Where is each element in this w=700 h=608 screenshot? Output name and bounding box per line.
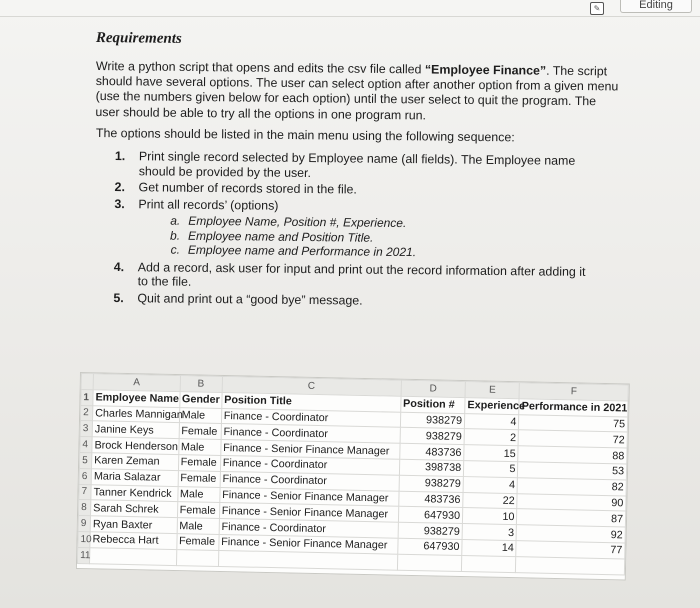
option-text: Add a record, ask user for input and print out the record information after adding it to the file. [137,259,586,289]
intro-filename: “Employee Finance” [424,62,547,78]
option-text: Quit and print out a “good bye” message. [137,290,363,308]
header-cell: Performance in 2021 [519,399,628,417]
header-cell: Position Title [222,392,401,412]
intro-text-before: Write a python script that opens and edits the csv file called [95,59,425,77]
sub-option-text: Employee name and Position Title. [188,228,374,245]
cell-employee-name: Sarah Schrek [91,500,178,518]
cell-position-title: Finance - Coordinator [220,455,399,475]
cell-employee-name: Charles Mannigan [93,405,180,423]
cell-employee-name: Ryan Baxter [90,516,177,534]
employee-table [77,373,629,575]
cell-position-number: 398738 [399,459,464,476]
option-number: 1. [114,149,126,164]
cell-gender: Male [177,486,220,503]
empty-cell [461,555,516,572]
intro-paragraph [95,59,624,125]
empty-cell [176,549,219,566]
cell-employee-name: Brock Henderson [92,437,179,455]
row-number: 6 [79,468,91,484]
option-number: 3. [114,196,125,211]
empty-cell [516,556,625,574]
corner-cell [81,374,93,390]
cell-position-title: Finance - Senior Finance Manager [219,503,398,523]
option-number: 4. [113,259,125,274]
cell-gender: Female [178,470,221,487]
cell-experience: 14 [462,540,517,557]
cell-position-number: 483736 [398,491,463,508]
cell-gender: Female [176,534,219,551]
header-cell: Employee Name [93,390,180,408]
option-number: 5. [113,290,124,305]
cell-position-title: Finance - Coordinator [221,424,400,444]
header-cell: Gender [179,391,222,408]
cell-performance: 77 [516,541,625,559]
cell-experience: 4 [463,476,518,493]
cell-employee-name: Maria Salazar [91,469,178,487]
cell-position-number: 483736 [399,443,464,460]
option-text: Get number of records stored in the file. [138,180,357,197]
sub-option-letter: a. [170,213,181,228]
pin-icon[interactable]: ✎ [590,2,604,15]
cell-position-number: 938279 [398,522,463,539]
cell-experience: 4 [464,413,519,430]
row-number: 7 [79,484,91,500]
row-number: 10 [78,531,90,547]
sub-option-text: Employee name and Performance in 2021. [187,242,417,260]
option-number: 2. [114,180,126,195]
cell-position-title: Finance - Senior Finance Manager [220,487,399,507]
intro-text-after: . The script should have several options. The user can select option after another option from a given menu (use the numbers given below for each option) until the user select to quit the program. The user should be able to try all the options in one program run. [95,63,619,123]
column-header: B [180,376,223,393]
cell-employee-name: Karen Zeman [92,453,179,471]
cell-employee-name: Janine Keys [92,421,179,439]
cell-performance: 92 [516,525,625,543]
column-header: F [519,383,628,401]
spreadsheet-screenshot [76,372,630,580]
list-item [113,291,626,311]
cell-performance: 53 [518,462,627,480]
cell-position-number: 938279 [399,475,464,492]
cell-performance: 90 [517,493,626,511]
cell-performance: 87 [517,509,626,527]
cell-gender: Female [177,502,220,519]
row-number: 3 [80,421,92,437]
cell-gender: Female [178,455,221,472]
editing-mode-badge[interactable]: Editing [620,0,692,13]
row-number: 1 [81,389,93,405]
top-toolbar [0,0,700,17]
cell-position-number: 647930 [397,538,462,555]
options-intro: The options should be listed in the main menu using the following sequence: [95,125,515,145]
column-header: A [93,374,180,392]
option-text: Print all records’ (options) [138,196,279,213]
cell-experience: 5 [463,461,518,478]
cell-gender: Male [179,407,222,424]
row-number: 11 [77,547,89,563]
cell-experience: 2 [464,429,519,446]
cell-experience: 3 [462,524,517,541]
row-number: 8 [78,500,90,516]
row-number: 5 [79,452,91,468]
cell-gender: Male [177,518,220,535]
cell-position-number: 647930 [398,507,463,524]
row-number: 4 [80,437,92,453]
cell-position-number: 938279 [400,428,465,445]
cell-position-title: Finance - Coordinator [221,408,400,428]
list-item [114,260,627,294]
sub-option-letter: c. [170,242,181,257]
cell-experience: 15 [464,445,519,462]
cell-gender: Male [178,439,221,456]
cell-position-title: Finance - Senior Finance Manager [219,534,398,554]
cell-experience: 22 [463,492,518,509]
page-title: Requirements [95,30,182,47]
header-cell: Experience [465,397,520,414]
header-cell: Position # [400,396,465,413]
cell-position-title: Finance - Coordinator [220,471,399,491]
cell-position-title: Finance - Senior Finance Manager [221,440,400,460]
row-number: 9 [78,516,90,532]
cell-position-title: Finance - Coordinator [219,519,398,539]
option-text: Print single record selected by Employee name (all fields). The Employee name should be provided by the user. [138,149,576,180]
cell-performance: 75 [519,414,628,432]
sub-option-text: Employee Name, Position #, Experience. [188,213,407,231]
cell-position-number: 938279 [400,412,465,429]
cell-experience: 10 [462,508,517,525]
row-number: 2 [80,405,92,421]
document-page [93,24,628,307]
options-list [113,149,628,310]
cell-employee-name: Rebecca Hart [90,532,177,550]
cell-performance: 88 [518,446,627,464]
column-header: E [465,382,520,399]
column-header: C [222,376,401,396]
cell-performance: 72 [518,430,627,448]
list-item [115,149,628,183]
empty-cell [218,550,397,570]
cell-gender: Female [179,423,222,440]
cell-performance: 82 [517,477,626,495]
empty-cell [90,548,177,566]
column-header: D [401,380,466,397]
empty-cell [397,554,462,571]
cell-employee-name: Tanner Kendrick [91,484,178,502]
sub-option-letter: b. [170,228,181,243]
